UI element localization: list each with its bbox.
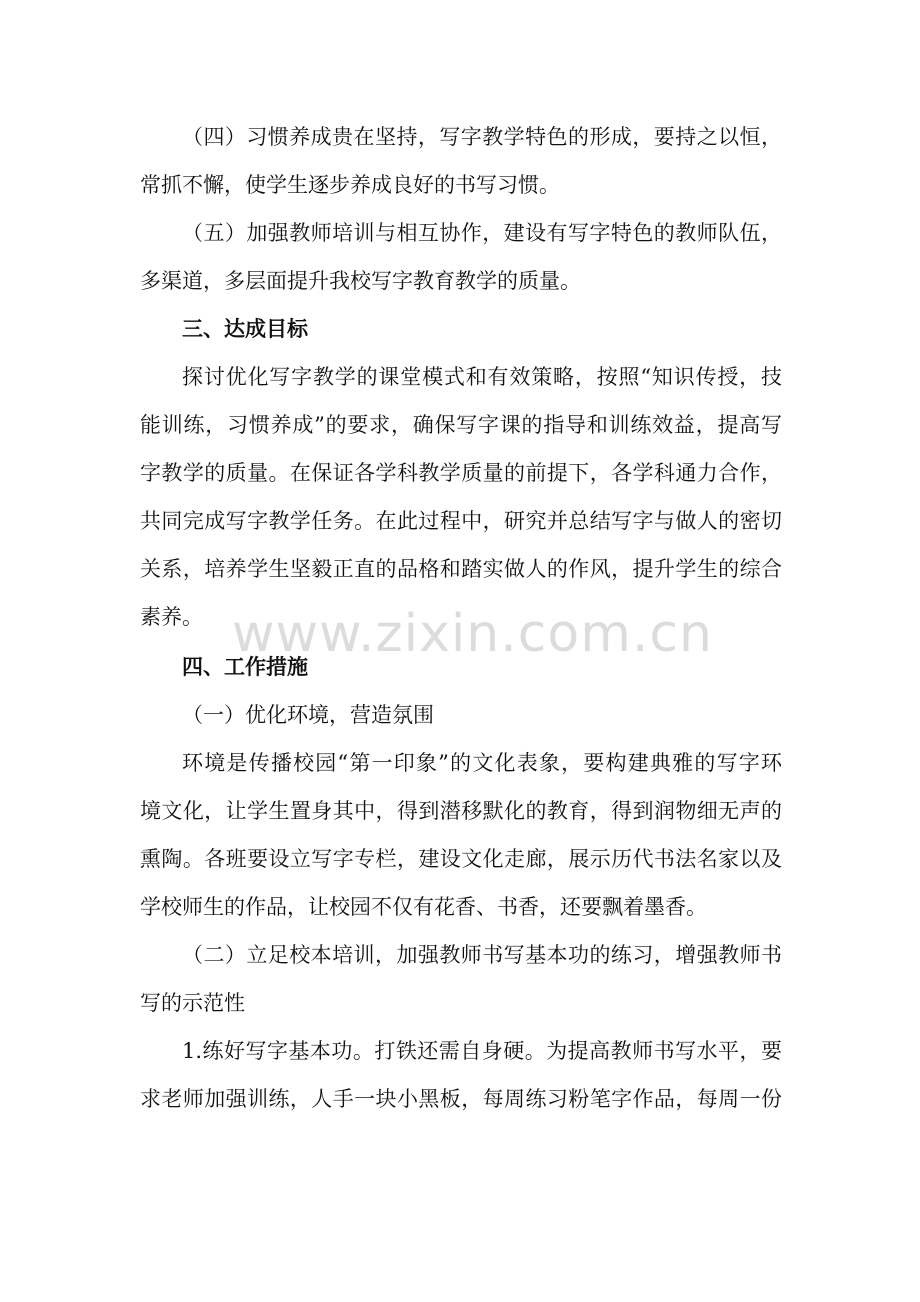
text-line: 素养。 [140,605,203,629]
text-line: 共同完成写字教学任务。在此过程中，研究并总结写字与做人的密切 [140,509,782,533]
text-line: 多渠道，多层面提升我校写字教育教学的质量。 [140,269,581,293]
text-line: 常抓不懈，使学生逐步养成良好的书写习惯。 [140,173,560,197]
paragraph-basic-skills [140,1027,782,1123]
text-line: 关系，培养学生坚毅正直的品格和踏实做人的作风，提升学生的综合 [140,557,782,581]
paragraph-goals [140,353,782,641]
section-heading: 三、达成目标 [182,317,308,341]
subheading-school-training [140,931,782,1027]
paragraph-teacher-training [140,209,782,305]
section-heading-measures [140,643,782,691]
text-line: 能训练，习惯养成”的要求，确保写字课的指导和训练效益，提高写 [140,413,782,437]
text-line: 字教学的质量。在保证各学科教学质量的前提下，各学科通力合作， [140,461,782,485]
text-line: （一）优化环境，营造氛围 [182,703,434,727]
section-heading-goals [140,305,782,353]
text-line: （五）加强教师培训与相互协作，建设有写字特色的教师队伍， [182,221,782,245]
text-line: 熏陶。各班要设立写字专栏，建设文化走廊，展示历代书法名家以及 [140,847,782,871]
text-line: 境文化，让学生置身其中，得到潜移默化的教育，得到润物细无声的 [140,799,782,823]
text-line: （二）立足校本培训，加强教师书写基本功的练习，增强教师书 [182,943,782,967]
paragraph-habit [140,113,782,209]
text-line: 学校师生的作品，让校园不仅有花香、书香，还要飘着墨香。 [140,895,707,919]
text-line: 写的示范性 [140,991,245,1015]
text-line: 求老师加强训练，人手一块小黑板，每周练习粉笔字作品，每周一份 [140,1087,782,1111]
text-line: （四）习惯养成贵在坚持，写字教学特色的形成，要持之以恒， [182,125,782,149]
text-line: 环境是传播校园“第一印象”的文化表象，要构建典雅的写字环 [182,751,782,775]
section-heading: 四、工作措施 [182,655,308,679]
watermark: www.zixin.com.cn [232,604,713,664]
paragraph-environment [140,739,782,931]
text-line: 1.练好写字基本功。打铁还需自身硬。为提高教师书写水平，要 [182,1039,782,1063]
text-line: 探讨优化写字教学的课堂模式和有效策略，按照“知识传授，技 [182,365,782,389]
subheading-environment [140,691,782,739]
